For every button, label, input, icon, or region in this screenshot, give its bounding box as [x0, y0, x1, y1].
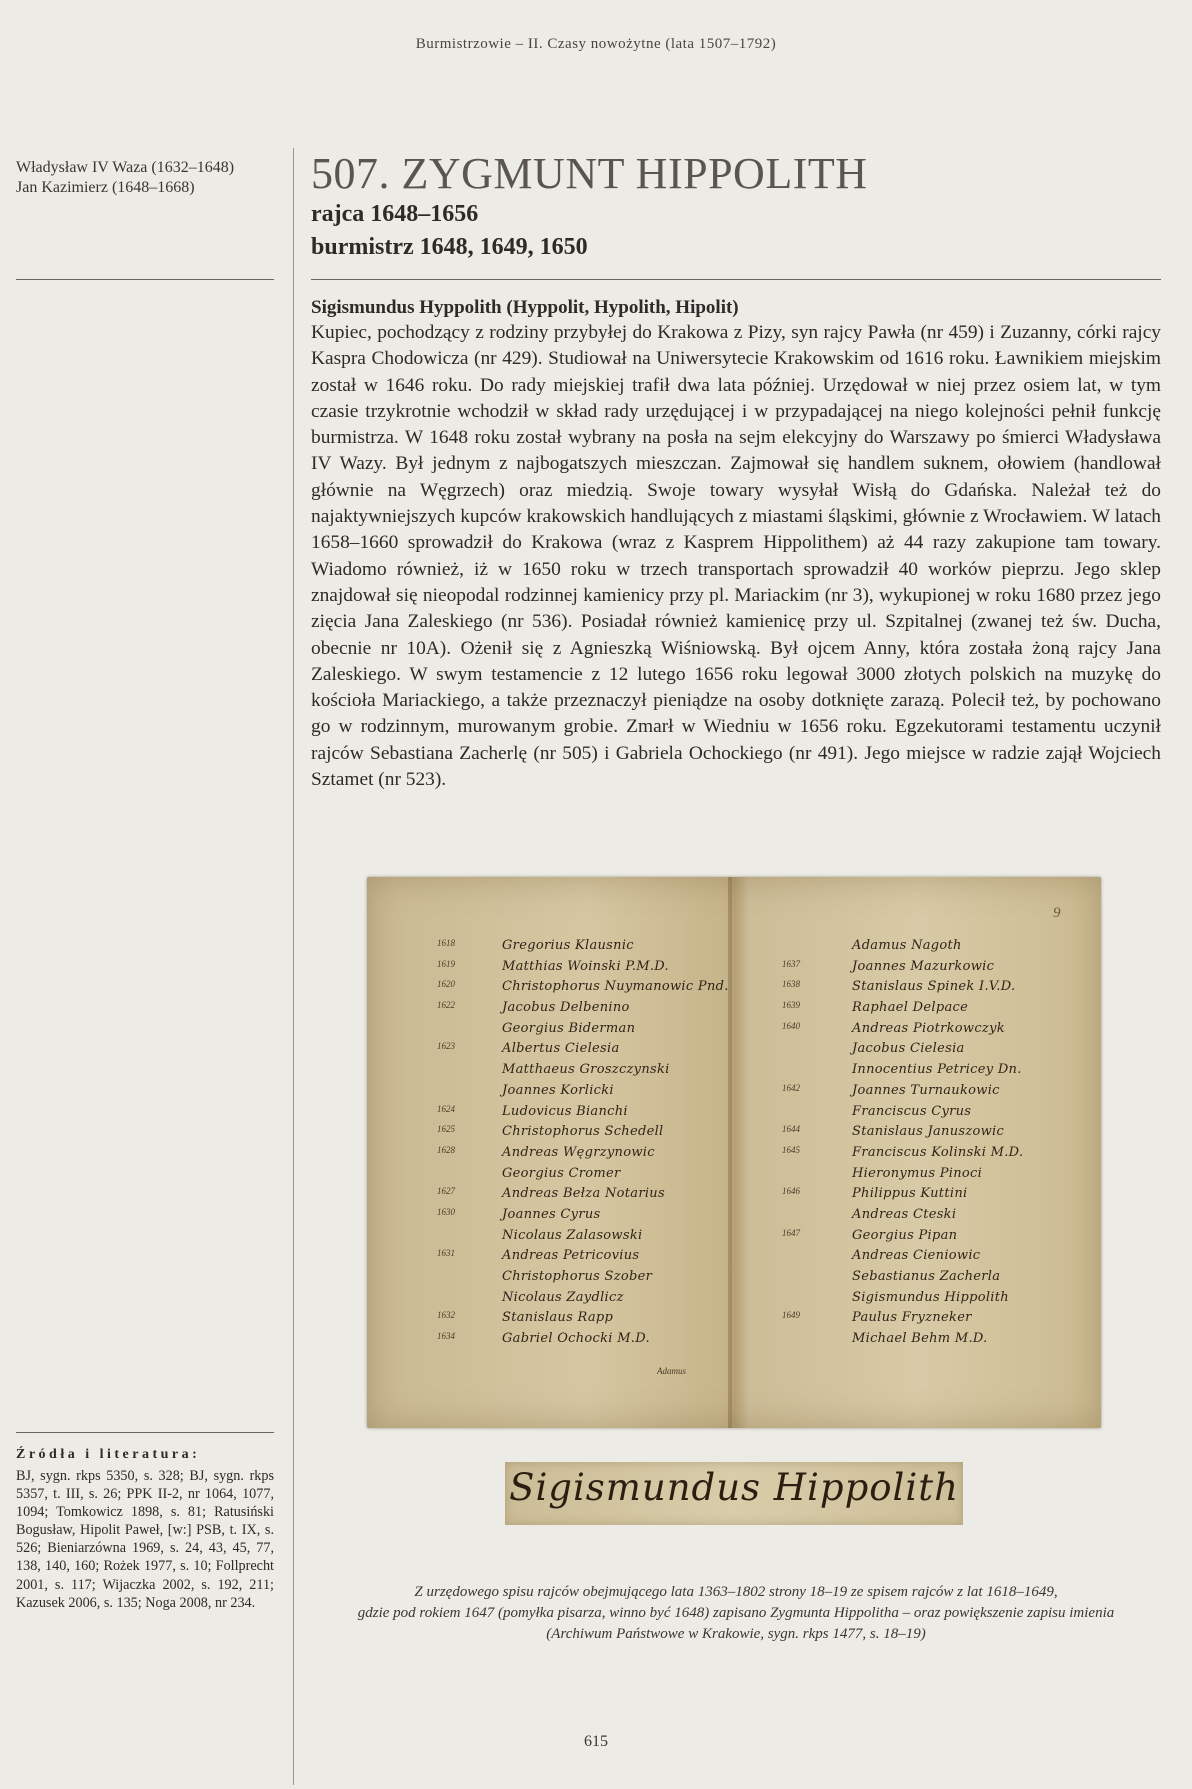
manuscript-year: 1624 [437, 1103, 455, 1114]
manuscript-year: 1645 [782, 1144, 800, 1155]
manuscript-name: Joannes Cyrus [502, 1206, 601, 1222]
header-divider [311, 279, 1161, 280]
manuscript-name: Stanislaus Rapp [502, 1310, 614, 1326]
manuscript-name: Jacobus Delbenino [502, 1000, 630, 1016]
manuscript-year: 1646 [782, 1186, 800, 1197]
sources-divider [16, 1432, 274, 1433]
biography-text: Kupiec, pochodzący z rodziny przybyłej do Krakowa z Pizy, syn rajcy Pawła (nr 459) i Zuzanny, córki rajcy Kaspra Chodowicza (nr 429). Studiował na Uniwersytecie Krakowskim od 1616 roku. Ławnikiem miejskim został w 1646 roku. Do rady miejskiej trafił dwa lata później. Urzędował w niej przez osiem lat, w tym czasie trzykrotnie wchodził w skład rady urzędującej i w przypadającej na niego kolejności pełnił funkcję burmistrza. W 1648 roku został wybrany na posła na sejm elekcyjny do Warszawy po śmierci Władysława IV Wazy. Był jednym z najbogatszych mieszczan. Zajmował się handlem suknem, ołowiem (handlował głównie na Węgrzech) oraz miedzią. Swoje towary wysyłał Wisłą do Gdańska. Należał też do najaktywniejszych kupców krakowskich handlujących z miastami śląskimi, głównie z Wrocławiem. W latach 1658–1660 sprowadził do Krakowa (wraz z Kasprem Hippolithem) aż 44 razy zakupione tam towary. Wiadomo również, iż w 1650 roku w trzech transportach sprowadził 40 worków pieprzu. Jego sklep znajdował się nieopodal rodzinnej kamienicy przy pl. Mariackim (nr 3), wykupionej w roku 1680 przez jego zięcia Jana Zaleskiego (nr 536). Posiadał również kamienicę przy ul. Szpitalnej (zwanej też św. Ducha, obecnie nr 10A). Ożenił się z Agnieszką Wiśniowską. Był ojcem Anny, która została żoną rajcy Jana Zaleskiego. W swym testamencie z 12 lutego 1656 roku legował 3000 złotych polskich na muzykę do kościoła Mariackiego, a także przeznaczył pieniądze na osoby dotknięte zarazą. Polecił też, by pochowano go w rodzinnym, murowanym grobie. Zmarł w Wiedniu w 1656 roku. Egzekutorami testamentu uczynił rajców Sebastiana Zacherlę (nr 505) i Gabriela Ochockiego (nr 491). Jego miejsce w radzie zajął Wojciech Sztamet (nr 523). [311, 322, 1161, 791]
manuscript-year: 1640 [782, 1020, 800, 1031]
signature-text: Sigismundus Hippolith [509, 1466, 959, 1509]
manuscript-name: Georgius Pipan [852, 1227, 958, 1243]
figure-caption [311, 1582, 1161, 1645]
caption-line: (Archiwum Państwowe w Krakowie, sygn. rkps 1477, s. 18–19) [546, 1626, 926, 1642]
column-divider [293, 148, 294, 1785]
manuscript-name: Nicolaus Zalasowski [502, 1227, 643, 1243]
manuscript-year: 1627 [437, 1186, 455, 1197]
manuscript-name: Adamus Nagoth [852, 938, 962, 953]
manuscript-name: Raphael Delpace [852, 1000, 969, 1016]
reign-line: Jan Kazimierz (1648–1668) [16, 179, 195, 196]
manuscript-name: Sebastianus Zacherla [852, 1269, 1001, 1284]
manuscript-year: 1623 [437, 1041, 455, 1052]
manuscript-year: 1619 [437, 958, 455, 969]
caption-line: Z urzędowego spisu rajców obejmującego lata 1363–1802 strony 18–19 ze spisem rajców z lat 1618–1649, [414, 1584, 1058, 1600]
manuscript-year: 1642 [782, 1082, 800, 1093]
manuscript-name: Albertus Cielesia [502, 1041, 620, 1057]
sources-heading: Źródła i literatura: [16, 1447, 201, 1462]
page-number: 615 [584, 1733, 608, 1750]
manuscript-name: Christophorus Szober [502, 1269, 653, 1284]
manuscript-photo [367, 877, 1101, 1428]
manuscript-name: Joannes Korlicki [502, 1082, 614, 1098]
reigns-sidebar [16, 158, 278, 198]
manuscript-name: Jacobus Cielesia [852, 1041, 965, 1057]
manuscript-year: 1618 [437, 938, 455, 948]
manuscript-year: 1647 [782, 1227, 800, 1238]
manuscript-catchword: Adamus [657, 1366, 686, 1376]
manuscript-name: Gabriel Ochocki M.D. [502, 1331, 650, 1347]
manuscript-year: 1625 [437, 1124, 455, 1135]
entry-role-councillor: rajca 1648–1656 [311, 201, 479, 227]
manuscript-name: Ludovicus Bianchi [502, 1103, 628, 1119]
manuscript-year: 1634 [437, 1331, 455, 1342]
manuscript-name: Nicolaus Zaydlicz [502, 1289, 624, 1305]
manuscript-year: 1628 [437, 1144, 455, 1155]
manuscript-gutter [728, 877, 732, 1428]
manuscript-name: Stanislaus Spinek I.V.D. [852, 979, 1016, 995]
manuscript-name: Joannes Mazurkowic [852, 958, 995, 974]
latin-name: Sigismundus Hyppolith (Hyppolit, Hypolith, Hipolit) [311, 297, 739, 318]
manuscript-name: Georgius Biderman [502, 1020, 636, 1036]
manuscript-name: Andreas Piotrkowczyk [852, 1020, 1005, 1036]
manuscript-name: Andreas Bełza Notarius [502, 1186, 665, 1202]
running-head: Burmistrzowie – II. Czasy nowożytne (lata 1507–1792) [415, 36, 777, 52]
manuscript-year: 1622 [437, 1000, 455, 1011]
manuscript-year: 1639 [782, 1000, 800, 1011]
manuscript-year: 1620 [437, 979, 455, 990]
reign-line: Władysław IV Waza (1632–1648) [16, 159, 235, 176]
manuscript-name: Joannes Turnaukowic [852, 1082, 1000, 1098]
manuscript-name: Sigismundus Hippolith [852, 1289, 1009, 1305]
manuscript-name: Andreas Cteski [852, 1206, 957, 1222]
manuscript-year: 1630 [437, 1206, 455, 1217]
caption-line: gdzie pod rokiem 1647 (pomyłka pisarza, winno być 1648) zapisano Zygmunta Hippolitha – oraz powiększenie zapisu imienia [357, 1605, 1115, 1621]
entry-header [311, 150, 1161, 264]
signature-enlargement [505, 1462, 963, 1525]
manuscript-name: Franciscus Kolinski M.D. [852, 1144, 1024, 1160]
manuscript-name: Paulus Fryzneker [852, 1310, 972, 1326]
manuscript-name: Christophorus Schedell [502, 1124, 664, 1140]
manuscript-name: Franciscus Cyrus [852, 1103, 972, 1119]
manuscript-page-number: 9 [1053, 905, 1061, 921]
manuscript-name: Matthias Woinski P.M.D. [502, 958, 669, 974]
manuscript-name: Hieronymus Pinoci [852, 1165, 983, 1181]
manuscript-name: Michael Behm M.D. [852, 1331, 988, 1347]
manuscript-name: Georgius Cromer [502, 1165, 621, 1181]
manuscript-name: Gregorius Klausnic [502, 938, 634, 953]
manuscript-year: 1632 [437, 1310, 455, 1321]
entry-title: 507. ZYGMUNT HIPPOLITH [311, 149, 868, 198]
sources-text: BJ, sygn. rkps 5350, s. 328; BJ, sygn. rkps 5357, t. III, s. 26; PPK II-2, nr 1064, 1077, 1094; Tomkowicz 1898, s. 81; Ratusiński Bogusław, Hipolit Paweł, [w:] PSB, t. IX, s. 526; Bieniarzówna 1969, s. 24, 43, 45, 77, 138, 140, 160; Rożek 1977, s. 10; Follprecht 2001, s. 117; Wijaczka 2002, s. 192, 211; Kazusek 2006, s. 135; Noga 2008, nr 234. [16, 1468, 274, 1611]
manuscript-name: Innocentius Petricey Dn. [852, 1062, 1022, 1078]
manuscript-name: Andreas Cieniowic [852, 1248, 981, 1264]
sidebar-divider [16, 279, 274, 280]
manuscript-year: 1649 [782, 1310, 800, 1321]
manuscript-name: Christophorus Nuymanowic Pnd. [502, 979, 729, 995]
manuscript-name: Andreas Petricovius [502, 1248, 640, 1264]
manuscript-name: Matthaeus Groszczynski [502, 1062, 670, 1078]
manuscript-name: Andreas Węgrzynowic [502, 1144, 655, 1160]
manuscript-name: Philippus Kuttini [852, 1186, 968, 1202]
manuscript-year: 1631 [437, 1248, 455, 1259]
entry-role-mayor: burmistrz 1648, 1649, 1650 [311, 234, 588, 260]
manuscript-name: Stanislaus Januszowic [852, 1124, 1005, 1140]
manuscript-year: 1644 [782, 1124, 800, 1135]
manuscript-year: 1637 [782, 958, 800, 969]
manuscript-year: 1638 [782, 979, 800, 990]
